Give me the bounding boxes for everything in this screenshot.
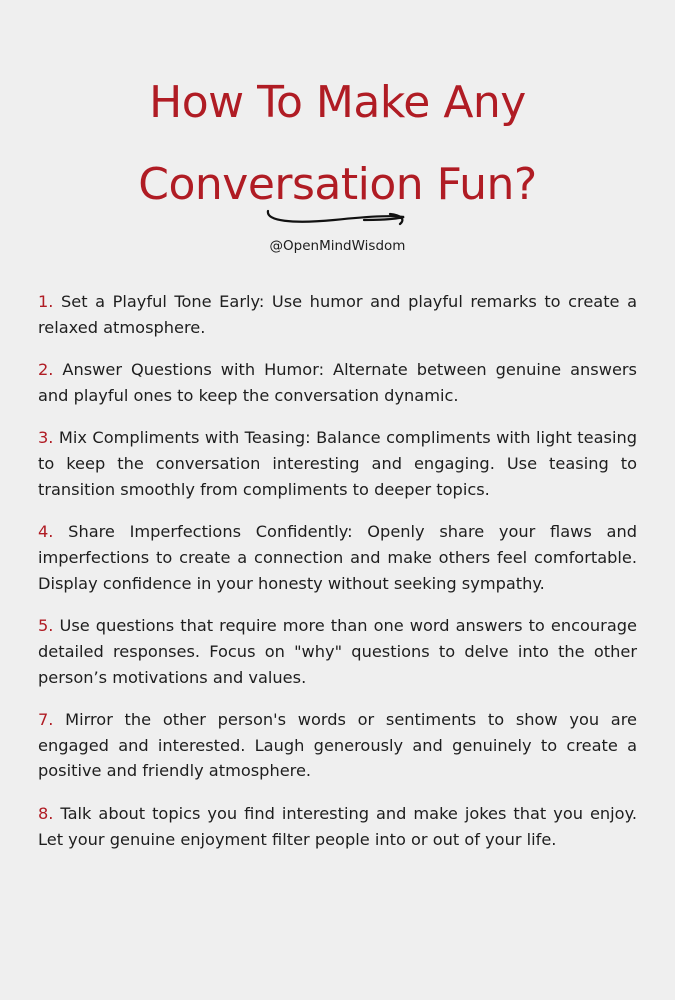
list-item	[38, 801, 637, 853]
author-handle: @OpenMindWisdom	[269, 238, 406, 254]
list-item	[38, 613, 637, 690]
list-item	[38, 519, 637, 596]
item-text: Mirror the other person's words or sentiments to show you are engaged and interested. Laugh generously and genuinely to create a positive and friendly atmosphere.	[38, 709, 637, 781]
item-number: 2.	[38, 360, 54, 380]
list-item	[38, 707, 637, 784]
item-number: 5.	[38, 615, 54, 635]
item-number: 3.	[38, 428, 54, 448]
page-title	[0, 62, 675, 226]
item-number: 7.	[38, 709, 54, 729]
item-text: Mix Compliments with Teasing: Balance compliments with light teasing to keep the conversation interesting and engaging. Use teasing to transition smoothly from compliments to deeper topics.	[38, 428, 637, 499]
item-text: Answer Questions with Humor: Alternate between genuine answers and playful ones to keep the conversation dynamic.	[38, 360, 637, 405]
title-line-1: How To Make Any	[149, 77, 526, 128]
item-number: 1.	[38, 292, 54, 311]
decorative-swash-icon	[262, 205, 412, 235]
list-item	[38, 289, 637, 341]
list-item	[38, 425, 637, 502]
item-text: Set a Playful Tone Early: Use humor and playful remarks to create a relaxed atmosphere.	[38, 292, 637, 337]
item-text: Use questions that require more than one word answers to encourage detailed responses. Focus on "why" questions to delve into the other person’s motivations and values.	[38, 615, 637, 687]
tips-list	[38, 289, 637, 869]
list-item	[38, 357, 637, 409]
item-number: 8.	[38, 803, 54, 823]
item-text: Talk about topics you find interesting and make jokes that you enjoy. Let your genuine enjoyment filter people into or out of your life.	[38, 803, 637, 849]
item-number: 4.	[38, 522, 54, 542]
item-text: Share Imperfections Confidently: Openly share your flaws and imperfections to create a connection and make others feel comfortable. Display confidence in your honesty without seeking sympathy.	[38, 522, 637, 593]
title-line-2: Conversation Fun?	[138, 159, 537, 210]
